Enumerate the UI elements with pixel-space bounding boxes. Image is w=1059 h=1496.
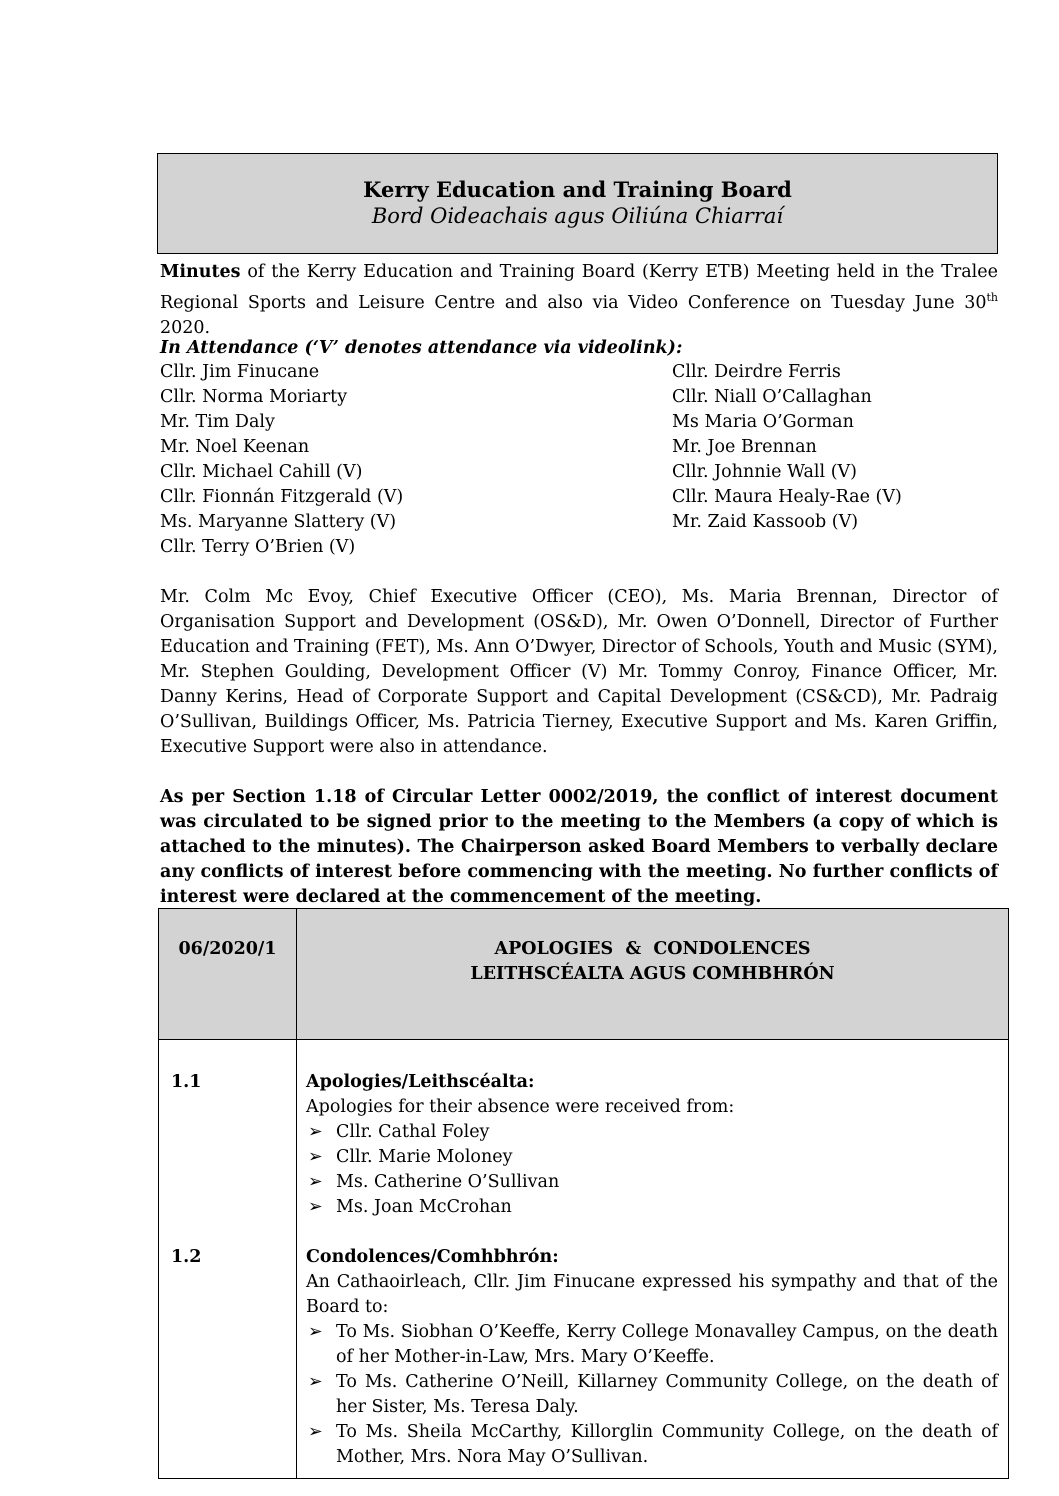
list-item-text: Cllr. Marie Moloney bbox=[336, 1147, 513, 1167]
intro-text-end: 2020. bbox=[160, 317, 211, 338]
list-item-text: Ms. Catherine O’Sullivan bbox=[336, 1172, 560, 1192]
list-item bbox=[306, 1145, 998, 1170]
arrow-bullet-icon: ➢ bbox=[308, 1197, 323, 1217]
attendee: Ms Maria O’Gorman bbox=[672, 412, 854, 432]
section-number-column bbox=[159, 1040, 297, 1479]
list-item-text: To Ms. Catherine O’Neill, Killarney Community College, on the death of her Sister, Ms. Teresa Daly. bbox=[336, 1372, 998, 1417]
list-item bbox=[306, 1170, 998, 1195]
attendee: Cllr. Fionnán Fitzgerald (V) bbox=[160, 487, 404, 507]
list-item bbox=[306, 1420, 998, 1470]
list-item bbox=[306, 1370, 998, 1420]
arrow-bullet-icon: ➢ bbox=[308, 1122, 323, 1142]
agenda-header-row bbox=[159, 909, 1009, 1040]
section-number: 1.2 bbox=[171, 1247, 202, 1267]
section-title: Condolences/Comhbhrón: bbox=[306, 1247, 559, 1267]
document-title: Kerry Education and Training Board bbox=[363, 177, 792, 202]
attendee: Cllr. Michael Cahill (V) bbox=[160, 462, 363, 482]
list-item bbox=[306, 1320, 998, 1370]
agenda-item-number: 06/2020/1 bbox=[159, 909, 297, 1040]
attendee: Cllr. Norma Moriarty bbox=[160, 387, 348, 407]
list-item-text: Cllr. Cathal Foley bbox=[336, 1122, 490, 1142]
attendee: Cllr. Niall O’Callaghan bbox=[672, 387, 872, 407]
list-item-text: To Ms. Sheila McCarthy, Killorglin Community College, on the death of Mother, Mrs. Nora May O’Sullivan. bbox=[336, 1422, 998, 1467]
agenda-title-english: APOLOGIES & CONDOLENCES bbox=[494, 939, 811, 959]
arrow-bullet-icon: ➢ bbox=[308, 1147, 323, 1167]
attendee: Mr. Tim Daly bbox=[160, 412, 275, 432]
apologies-list bbox=[306, 1120, 998, 1220]
arrow-bullet-icon: ➢ bbox=[308, 1372, 323, 1392]
attendee: Ms. Maryanne Slattery (V) bbox=[160, 512, 397, 532]
list-item bbox=[306, 1120, 998, 1145]
intro-text: of the Kerry Education and Training Board (Kerry ETB) Meeting held in the Tralee Regional Sports and Leisure Centre and also via Video Conference on Tuesday June 30 bbox=[160, 262, 998, 313]
arrow-bullet-icon: ➢ bbox=[308, 1422, 323, 1442]
attendee: Cllr. Jim Finucane bbox=[160, 362, 320, 382]
attendee: Cllr. Terry O’Brien (V) bbox=[160, 537, 356, 557]
agenda-table bbox=[158, 908, 1009, 1479]
attendee: Mr. Joe Brennan bbox=[672, 437, 817, 457]
attendance-heading: In Attendance (‘V’ denotes attendance via videolink): bbox=[160, 338, 683, 358]
condolences-list bbox=[306, 1320, 998, 1470]
list-item-text: Ms. Joan McCrohan bbox=[336, 1197, 512, 1217]
section-content-column bbox=[297, 1040, 1009, 1479]
attendee: Cllr. Maura Healy-Rae (V) bbox=[672, 487, 902, 507]
section-title: Apologies/Leithscéalta: bbox=[306, 1072, 535, 1092]
title-box bbox=[157, 153, 998, 254]
section-intro: Apologies for their absence were received from: bbox=[306, 1097, 735, 1117]
attendee: Cllr. Deirdre Ferris bbox=[672, 362, 841, 382]
intro-bold-word: Minutes bbox=[160, 262, 241, 282]
conflict-of-interest-paragraph: As per Section 1.18 of Circular Letter 0002/2019, the conflict of interest document was circulated to be signed prior to the meeting to the Members (a copy of which is attached to the minutes). The Chairperson asked Board Members to verbally declare any conflicts of interest before commencing with the meeting. No further conflicts of interest were declared at the commencement of the meeting. bbox=[160, 787, 998, 907]
intro-superscript: th bbox=[986, 291, 998, 304]
attendee: Mr. Zaid Kassoob (V) bbox=[672, 512, 859, 532]
arrow-bullet-icon: ➢ bbox=[308, 1322, 323, 1342]
attendee: Cllr. Johnnie Wall (V) bbox=[672, 462, 857, 482]
attendance-left-column bbox=[160, 360, 640, 560]
list-item bbox=[306, 1195, 998, 1220]
attendance-right-column bbox=[672, 360, 998, 535]
arrow-bullet-icon: ➢ bbox=[308, 1172, 323, 1192]
section-number: 1.1 bbox=[171, 1072, 202, 1092]
document-subtitle: Bord Oideachais agus Oiliúna Chiarraí bbox=[371, 204, 784, 228]
list-item-text: To Ms. Siobhan O’Keeffe, Kerry College Monavalley Campus, on the death of her Mother-in-Law, Mrs. Mary O’Keeffe. bbox=[336, 1322, 998, 1367]
agenda-item-title bbox=[297, 909, 1009, 1040]
agenda-body-row bbox=[159, 1040, 1009, 1479]
intro-paragraph bbox=[160, 260, 998, 341]
staff-attendance-paragraph: Mr. Colm Mc Evoy, Chief Executive Officer (CEO), Ms. Maria Brennan, Director of Organisation Support and Development (OS&D), Mr. Owen O’Donnell, Director of Further Education and Training (FET), Ms. Ann O’Dwyer, Director of Schools, Youth and Music (SYM), Mr. Stephen Goulding, Development Officer (V) Mr. Tommy Conroy, Finance Officer, Mr. Danny Kerins, Head of Corporate Support and Capital Development (CS&CD), Mr. Padraig O’Sullivan, Buildings Officer, Ms. Patricia Tierney, Executive Support and Ms. Karen Griffin, Executive Support were also in attendance. bbox=[160, 587, 998, 757]
section-intro: An Cathaoirleach, Cllr. Jim Finucane expressed his sympathy and that of the Board to: bbox=[306, 1272, 998, 1317]
agenda-title-irish: LEITHSCÉALTA AGUS COMHBHRÓN bbox=[470, 964, 835, 984]
attendee: Mr. Noel Keenan bbox=[160, 437, 310, 457]
